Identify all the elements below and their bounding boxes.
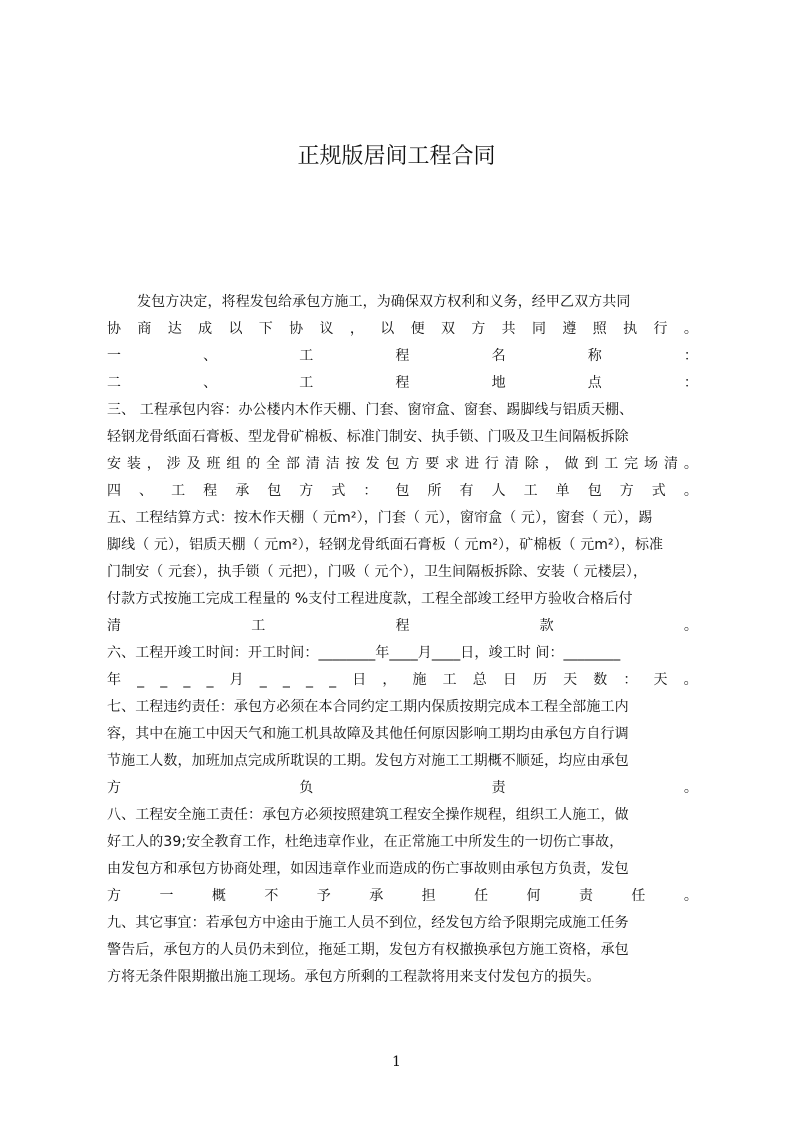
glyph: 求 xyxy=(445,456,460,472)
glyph: 同 xyxy=(532,321,547,337)
glyph: 商 xyxy=(137,321,152,337)
paragraph-line: 节施工人数，加班加点完成所耽误的工期。发包方对施工工期概不顺延，均应由承包 xyxy=(107,753,629,769)
glyph: 安 xyxy=(107,456,122,472)
glyph: 班 xyxy=(206,456,221,472)
paragraph-line: 六、工程开竣工时间：开工时间：________年____月____日，竣工时 间：________ xyxy=(107,645,621,661)
glyph: 式 xyxy=(331,483,346,499)
glyph: 、 xyxy=(139,483,154,499)
glyph: 按 xyxy=(345,456,360,472)
glyph: 共 xyxy=(501,321,516,337)
glyph: 做 xyxy=(564,456,579,472)
glyph: 双 xyxy=(440,321,456,337)
glyph: 方 xyxy=(405,456,420,472)
glyph: 以 xyxy=(228,321,243,337)
glyph: 工 xyxy=(171,483,186,499)
glyph: 遵 xyxy=(562,321,577,337)
glyph: 一 xyxy=(107,348,122,364)
glyph: 承 xyxy=(235,483,250,499)
glyph: 总 xyxy=(472,672,487,688)
glyph: 便 xyxy=(410,321,425,337)
glyph: 洁 xyxy=(325,456,340,472)
glyph: 及 xyxy=(186,456,201,472)
glyph: 工 xyxy=(442,672,457,688)
glyph: 点 xyxy=(587,375,602,391)
glyph: 负 xyxy=(299,780,314,796)
glyph: 天 xyxy=(653,672,668,688)
paragraph-line: 七、工程违约责任：承包方必须在本合同约定工期内保质按期完成本工程全部施工内 xyxy=(107,699,629,715)
glyph: 。 xyxy=(683,618,698,634)
glyph: 称 xyxy=(587,348,602,364)
justified-line xyxy=(107,667,698,694)
glyph: 日 xyxy=(352,672,367,688)
paragraph-line: 警告后，承包方的人员仍未到位，拖延工期，发包方有权撤换承包方施工资格，承包 xyxy=(107,942,629,958)
glyph: 承 xyxy=(369,888,384,904)
glyph: 程 xyxy=(395,375,410,391)
paragraph-line: 容，其中在施工中因天气和施工机具故障及其他任何原因影响工期均由承包方自行调 xyxy=(107,726,629,742)
glyph: 发 xyxy=(365,456,380,472)
glyph: 全 xyxy=(266,456,281,472)
glyph: 。 xyxy=(683,483,698,499)
glyph: 式 xyxy=(651,483,666,499)
glyph: 、 xyxy=(203,375,218,391)
glyph: 有 xyxy=(459,483,474,499)
glyph: 工 xyxy=(251,618,266,634)
paragraph-line: 脚线（ 元），铝质天棚（ 元m²），轻钢龙骨纸面石膏板（ 元m²），矿棉板（ 元m²），标准 xyxy=(107,537,664,553)
glyph: _ xyxy=(160,672,168,688)
glyph: 责 xyxy=(578,888,594,904)
glyph: 日 xyxy=(502,672,517,688)
glyph: 部 xyxy=(286,456,301,472)
paragraph-line: 付款方式按施工完成工程量的 %支付工程进度款，工程全部竣工经甲方验收合格后付 xyxy=(107,591,633,607)
glyph: 天 xyxy=(563,672,578,688)
glyph: 议 xyxy=(319,321,334,337)
glyph: 包 xyxy=(267,483,282,499)
glyph: 概 xyxy=(211,888,226,904)
glyph: 任 xyxy=(631,888,646,904)
glyph: 不 xyxy=(264,888,279,904)
glyph: 担 xyxy=(421,888,436,904)
justified-line xyxy=(107,451,698,478)
contract-body xyxy=(107,289,698,991)
section-project-location xyxy=(107,370,698,397)
glyph: 工 xyxy=(523,483,538,499)
glyph: 成 xyxy=(198,321,213,337)
glyph: 数 xyxy=(593,672,608,688)
glyph: 予 xyxy=(316,888,331,904)
glyph: 除 xyxy=(524,456,539,472)
glyph: ， xyxy=(146,456,161,472)
glyph: 装 xyxy=(126,456,141,472)
glyph: 方 xyxy=(107,780,122,796)
glyph: 清 xyxy=(305,456,321,472)
glyph: 程 xyxy=(395,348,410,364)
glyph: 以 xyxy=(380,321,395,337)
glyph: 方 xyxy=(107,888,122,904)
paragraph-line: 八、工程安全施工责任：承包方必须按照建筑工程安全操作规程，组织工人施工，做 xyxy=(107,807,629,823)
glyph: 行 xyxy=(484,456,500,472)
glyph: 的 xyxy=(246,456,261,472)
glyph: 组 xyxy=(226,456,241,472)
glyph: 施 xyxy=(412,672,427,688)
glyph: 照 xyxy=(592,321,607,337)
glyph: 程 xyxy=(395,618,410,634)
glyph: 单 xyxy=(555,483,570,499)
glyph: 地 xyxy=(491,375,506,391)
page-number: 1 xyxy=(392,1054,401,1070)
glyph: 包 xyxy=(385,456,400,472)
paragraph-line: 三、 工程承包内容：办公楼内木作天棚、门套、窗帘盒、窗套、踢脚线与铝质天棚、 xyxy=(107,402,634,418)
glyph: _ xyxy=(306,672,314,688)
glyph: _ xyxy=(259,672,267,688)
glyph: ， xyxy=(349,321,364,337)
glyph: 历 xyxy=(533,672,548,688)
glyph: 。 xyxy=(683,456,698,472)
section-project-name xyxy=(107,343,698,370)
glyph: 所 xyxy=(427,483,442,499)
justified-line xyxy=(107,775,698,802)
glyph: 。 xyxy=(683,888,698,904)
paragraph-line: 门制安（ 元套），执手锁（ 元把），门吸（ 元个），卫生间隔板拆除、安装（ 元楼层）， xyxy=(107,564,648,580)
paragraph-line: 轻钢龙骨纸面石膏板、型龙骨矿棉板、标准门制安、执手锁、门吸及卫生间隔板拆除 xyxy=(107,429,629,445)
glyph: 工 xyxy=(604,456,619,472)
glyph: ， xyxy=(544,456,559,472)
glyph: 二 xyxy=(107,375,122,391)
glyph: 到 xyxy=(584,456,599,472)
glyph: _ xyxy=(137,672,145,688)
paragraph-line: 好工人的39;安全教育工作，杜绝违章作业，在正常施工中所发生的一切伤亡事故， xyxy=(107,834,624,850)
glyph: 一 xyxy=(159,888,174,904)
paragraph-line: 九、其它事宜：若承包方中途由于施工人员不到位，经发包方给予限期完成施工任务 xyxy=(107,915,629,931)
glyph: _ xyxy=(183,672,191,688)
glyph: 人 xyxy=(491,483,506,499)
glyph: 完 xyxy=(624,456,639,472)
glyph: 执 xyxy=(623,321,638,337)
glyph: 清 xyxy=(107,618,122,634)
paragraph-line: 由发包方和承包方协商处理，如因违章作业而造成的伤亡事故则由承包方负责，发包 xyxy=(107,861,629,877)
glyph: 名 xyxy=(491,348,506,364)
glyph: 。 xyxy=(683,780,698,796)
paragraph-line: 方将无条件限期撤出施工现场。承包方所剩的工程款将用来支付发包方的损失。 xyxy=(107,969,601,985)
glyph: 、 xyxy=(203,348,218,364)
glyph: 场 xyxy=(644,456,659,472)
glyph: 清 xyxy=(504,456,519,472)
paragraph-line: 发包方决定，将程发包给承包方施工，为确保双方权利和义务，经甲乙双方共同 xyxy=(137,294,631,310)
glyph: 工 xyxy=(299,348,314,364)
glyph: 协 xyxy=(107,321,122,337)
glyph: 年 xyxy=(107,672,122,688)
glyph: 下 xyxy=(258,321,273,337)
section-contract-mode xyxy=(107,478,698,505)
glyph: ， xyxy=(382,672,397,688)
glyph: _ xyxy=(206,672,214,688)
justified-line xyxy=(107,613,698,640)
glyph: 方 xyxy=(471,321,486,337)
glyph: 达 xyxy=(167,321,182,337)
glyph: 。 xyxy=(683,321,698,337)
glyph: 何 xyxy=(526,888,541,904)
glyph: 要 xyxy=(425,456,440,472)
glyph: 清 xyxy=(663,456,679,472)
glyph: 工 xyxy=(299,375,314,391)
glyph: 包 xyxy=(395,483,410,499)
glyph: 行 xyxy=(653,321,668,337)
justified-line xyxy=(107,316,698,343)
paragraph-line: 五、工程结算方式：按木作天棚（ 元m²），门套（ 元），窗帘盒（ 元），窗套（ 元），踢 xyxy=(107,510,653,526)
glyph: 月 xyxy=(229,672,244,688)
glyph: 涉 xyxy=(166,456,181,472)
glyph: 包 xyxy=(587,483,602,499)
glyph: 协 xyxy=(289,321,304,337)
glyph: ： xyxy=(683,348,698,364)
glyph: 程 xyxy=(203,483,218,499)
glyph: _ xyxy=(282,672,290,688)
glyph: _ xyxy=(329,672,337,688)
glyph: 款 xyxy=(539,618,554,634)
glyph: 四 xyxy=(107,483,122,499)
glyph: ： xyxy=(623,672,638,688)
glyph: 方 xyxy=(299,483,314,499)
glyph: 。 xyxy=(683,672,698,688)
glyph: 任 xyxy=(474,888,489,904)
document-title: 正规版居间工程合同 xyxy=(297,144,496,169)
glyph: 进 xyxy=(465,456,480,472)
glyph: 责 xyxy=(491,780,506,796)
justified-line xyxy=(107,883,698,910)
glyph: ： xyxy=(363,483,378,499)
glyph: ： xyxy=(683,375,698,391)
glyph: 方 xyxy=(619,483,634,499)
